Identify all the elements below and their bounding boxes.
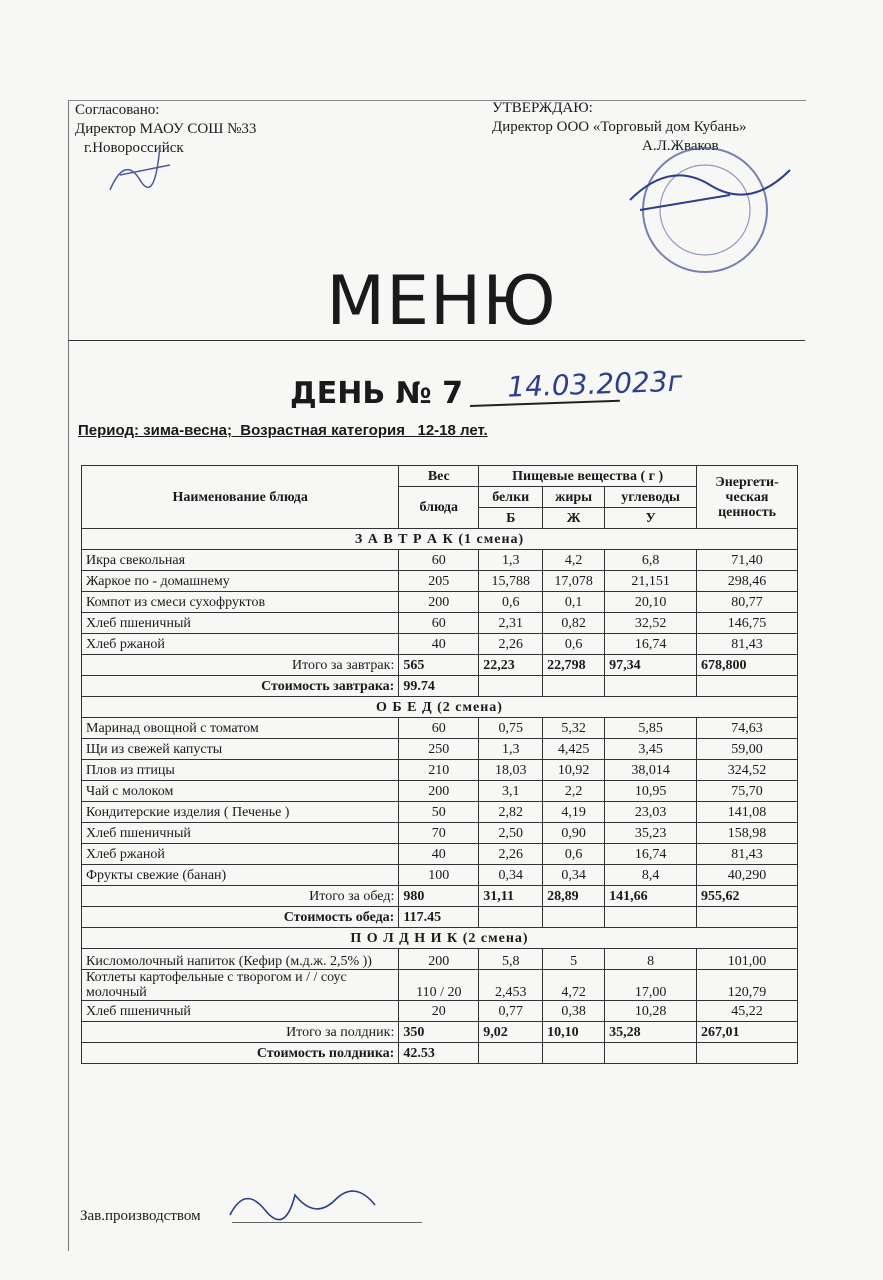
dish-weight: 60 [399, 550, 479, 571]
dish-row [82, 634, 798, 655]
dish-row [82, 592, 798, 613]
dish-weight: 100 [399, 865, 479, 886]
day-label: ДЕНЬ № 7 [290, 376, 464, 411]
dish-row [82, 550, 798, 571]
total-weight: 980 [399, 886, 479, 907]
total-energy: 267,01 [697, 1022, 798, 1043]
cost-row [82, 907, 798, 928]
col-fat-short: Ж [543, 508, 605, 529]
dish-name: Фрукты свежие (банан) [82, 865, 399, 886]
total-fat: 10,10 [543, 1022, 605, 1043]
dish-row [82, 802, 798, 823]
dish-row [82, 718, 798, 739]
dish-row [82, 844, 798, 865]
col-carbs-header: углеводы [605, 487, 697, 508]
section-header-row [82, 928, 798, 949]
dish-fat: 4,2 [543, 550, 605, 571]
period-line: Период: зима-весна; Возрастная категория 12-18 лет. [78, 422, 488, 439]
dish-energy: 101,00 [697, 949, 798, 970]
cost-row [82, 1043, 798, 1064]
dish-carbs: 23,03 [605, 802, 697, 823]
empty-cell [697, 907, 798, 928]
dish-row [82, 823, 798, 844]
dish-protein: 3,1 [479, 781, 543, 802]
col-energy-header: Энергети-ческая ценность [697, 466, 798, 529]
section-header-row [82, 529, 798, 550]
dish-name: Хлеб ржаной [82, 844, 399, 865]
dish-fat: 4,425 [543, 739, 605, 760]
company-stamp [610, 140, 800, 280]
total-energy: 678,800 [697, 655, 798, 676]
approve-line-2: Директор ООО «Торговый дом Кубань» [492, 119, 747, 135]
approve-line-1: УТВЕРЖДАЮ: [492, 100, 593, 116]
empty-cell [605, 1043, 697, 1064]
dish-energy: 75,70 [697, 781, 798, 802]
dish-protein: 1,3 [479, 550, 543, 571]
dish-carbs: 16,74 [605, 844, 697, 865]
production-head-signature [225, 1180, 385, 1230]
total-carbs: 97,34 [605, 655, 697, 676]
dish-carbs: 20,10 [605, 592, 697, 613]
empty-cell [543, 1043, 605, 1064]
dish-carbs: 10,95 [605, 781, 697, 802]
dish-energy: 40,290 [697, 865, 798, 886]
dish-fat: 0,6 [543, 634, 605, 655]
dish-protein: 15,788 [479, 571, 543, 592]
dish-carbs: 16,74 [605, 634, 697, 655]
empty-cell [543, 676, 605, 697]
col-protein-short: Б [479, 508, 543, 529]
dish-fat: 0,90 [543, 823, 605, 844]
day-date: 14.03.2023г [469, 367, 620, 407]
dish-fat: 0,82 [543, 613, 605, 634]
total-carbs: 35,28 [605, 1022, 697, 1043]
dish-carbs: 6,8 [605, 550, 697, 571]
dish-protein: 5,8 [479, 949, 543, 970]
production-head-label: Зав.производством [80, 1208, 201, 1224]
menu-table [81, 465, 798, 1064]
total-weight: 565 [399, 655, 479, 676]
col-nutrients-header: Пищевые вещества ( г ) [479, 466, 697, 487]
dish-name: Компот из смеси сухофруктов [82, 592, 399, 613]
col-protein-header: белки [479, 487, 543, 508]
dish-name: Жаркое по - домашнему [82, 571, 399, 592]
dish-weight: 200 [399, 781, 479, 802]
dish-protein: 18,03 [479, 760, 543, 781]
dish-weight: 60 [399, 613, 479, 634]
dish-name: Кисломолочный напиток (Кефир (м.д.ж. 2,5% )) [82, 949, 399, 970]
dish-fat: 5,32 [543, 718, 605, 739]
total-weight: 350 [399, 1022, 479, 1043]
dish-row [82, 949, 798, 970]
total-label: Итого за обед: [82, 886, 399, 907]
dish-fat: 4,72 [543, 970, 605, 1001]
dish-row [82, 865, 798, 886]
cost-value: 42.53 [399, 1043, 479, 1064]
dish-weight: 20 [399, 1001, 479, 1022]
total-protein: 9,02 [479, 1022, 543, 1043]
dish-protein: 2,453 [479, 970, 543, 1001]
dish-weight: 60 [399, 718, 479, 739]
dish-row [82, 571, 798, 592]
dish-energy: 120,79 [697, 970, 798, 1001]
col-weight-header-bottom: блюда [399, 487, 479, 529]
dish-name: Маринад овощной с томатом [82, 718, 399, 739]
cost-label: Стоимость завтрака: [82, 676, 399, 697]
dish-fat: 17,078 [543, 571, 605, 592]
cost-value: 99.74 [399, 676, 479, 697]
dish-energy: 81,43 [697, 634, 798, 655]
page-title: МЕНЮ [326, 262, 557, 341]
total-row [82, 1022, 798, 1043]
dish-name: Хлеб пшеничный [82, 823, 399, 844]
dish-protein: 2,26 [479, 634, 543, 655]
dish-name: Хлеб ржаной [82, 634, 399, 655]
dish-carbs: 10,28 [605, 1001, 697, 1022]
col-weight-header-top: Вес [399, 466, 479, 487]
total-carbs: 141,66 [605, 886, 697, 907]
total-label: Итого за полдник: [82, 1022, 399, 1043]
dish-weight: 50 [399, 802, 479, 823]
total-protein: 22,23 [479, 655, 543, 676]
dish-name: Чай с молоком [82, 781, 399, 802]
dish-name: Хлеб пшеничный [82, 613, 399, 634]
dish-name: Щи из свежей капусты [82, 739, 399, 760]
dish-name: Кондитерские изделия ( Печенье ) [82, 802, 399, 823]
dish-fat: 0,38 [543, 1001, 605, 1022]
dish-carbs: 8 [605, 949, 697, 970]
cost-label: Стоимость полдника: [82, 1043, 399, 1064]
dish-fat: 4,19 [543, 802, 605, 823]
dish-row [82, 739, 798, 760]
dish-carbs: 3,45 [605, 739, 697, 760]
dish-fat: 5 [543, 949, 605, 970]
dish-weight: 40 [399, 634, 479, 655]
dish-name: Котлеты картофельные с творогом и / / соус молочный [82, 970, 399, 1001]
dish-protein: 0,77 [479, 1001, 543, 1022]
dish-protein: 0,75 [479, 718, 543, 739]
agreed-line-3: г.Новороссийск [84, 140, 184, 156]
col-name-header: Наименование блюда [82, 466, 399, 529]
dish-weight: 200 [399, 592, 479, 613]
dish-energy: 71,40 [697, 550, 798, 571]
total-fat: 28,89 [543, 886, 605, 907]
section-title: О Б Е Д (2 смена) [82, 697, 798, 718]
agreed-line-2: Директор МАОУ СОШ №33 [75, 121, 257, 137]
dish-protein: 2,82 [479, 802, 543, 823]
dish-weight: 200 [399, 949, 479, 970]
section-header-row [82, 697, 798, 718]
dish-fat: 0,34 [543, 865, 605, 886]
dish-name: Хлеб пшеничный [82, 1001, 399, 1022]
empty-cell [697, 1043, 798, 1064]
cost-row [82, 676, 798, 697]
col-fat-header: жиры [543, 487, 605, 508]
dish-protein: 0,6 [479, 592, 543, 613]
dish-carbs: 32,52 [605, 613, 697, 634]
dish-carbs: 17,00 [605, 970, 697, 1001]
dish-carbs: 38,014 [605, 760, 697, 781]
total-fat: 22,798 [543, 655, 605, 676]
dish-weight: 110 / 20 [399, 970, 479, 1001]
total-label: Итого за завтрак: [82, 655, 399, 676]
dish-protein: 2,31 [479, 613, 543, 634]
dish-name: Икра свекольная [82, 550, 399, 571]
section-title: З А В Т Р А К (1 смена) [82, 529, 798, 550]
dish-energy: 80,77 [697, 592, 798, 613]
section-title: П О Л Д Н И К (2 смена) [82, 928, 798, 949]
dish-row [82, 1001, 798, 1022]
dish-row [82, 760, 798, 781]
dish-protein: 2,50 [479, 823, 543, 844]
empty-cell [697, 676, 798, 697]
total-row [82, 655, 798, 676]
approve-line-3: А.Л.Жваков [642, 138, 719, 154]
total-protein: 31,11 [479, 886, 543, 907]
dish-fat: 10,92 [543, 760, 605, 781]
dish-protein: 2,26 [479, 844, 543, 865]
dish-energy: 59,00 [697, 739, 798, 760]
dish-weight: 70 [399, 823, 479, 844]
dish-carbs: 5,85 [605, 718, 697, 739]
dish-carbs: 21,151 [605, 571, 697, 592]
total-row [82, 886, 798, 907]
empty-cell [479, 1043, 543, 1064]
dish-name: Плов из птицы [82, 760, 399, 781]
dish-weight: 40 [399, 844, 479, 865]
dish-protein: 0,34 [479, 865, 543, 886]
dish-row [82, 781, 798, 802]
dish-protein: 1,3 [479, 739, 543, 760]
empty-cell [479, 676, 543, 697]
dish-energy: 141,08 [697, 802, 798, 823]
dish-energy: 158,98 [697, 823, 798, 844]
total-energy: 955,62 [697, 886, 798, 907]
dish-energy: 324,52 [697, 760, 798, 781]
empty-cell [479, 907, 543, 928]
dish-weight: 250 [399, 739, 479, 760]
title-divider [68, 340, 805, 341]
dish-energy: 81,43 [697, 844, 798, 865]
dish-row [82, 613, 798, 634]
agreed-signature [100, 135, 180, 205]
empty-cell [543, 907, 605, 928]
dish-energy: 74,63 [697, 718, 798, 739]
dish-row [82, 970, 798, 1001]
dish-weight: 205 [399, 571, 479, 592]
cost-value: 117.45 [399, 907, 479, 928]
dish-weight: 210 [399, 760, 479, 781]
empty-cell [605, 907, 697, 928]
dish-carbs: 35,23 [605, 823, 697, 844]
dish-carbs: 8,4 [605, 865, 697, 886]
dish-fat: 2,2 [543, 781, 605, 802]
col-carbs-short: У [605, 508, 697, 529]
dish-energy: 298,46 [697, 571, 798, 592]
dish-fat: 0,6 [543, 844, 605, 865]
cost-label: Стоимость обеда: [82, 907, 399, 928]
empty-cell [605, 676, 697, 697]
agreed-line-1: Согласовано: [75, 102, 160, 118]
dish-fat: 0,1 [543, 592, 605, 613]
dish-energy: 146,75 [697, 613, 798, 634]
dish-energy: 45,22 [697, 1001, 798, 1022]
